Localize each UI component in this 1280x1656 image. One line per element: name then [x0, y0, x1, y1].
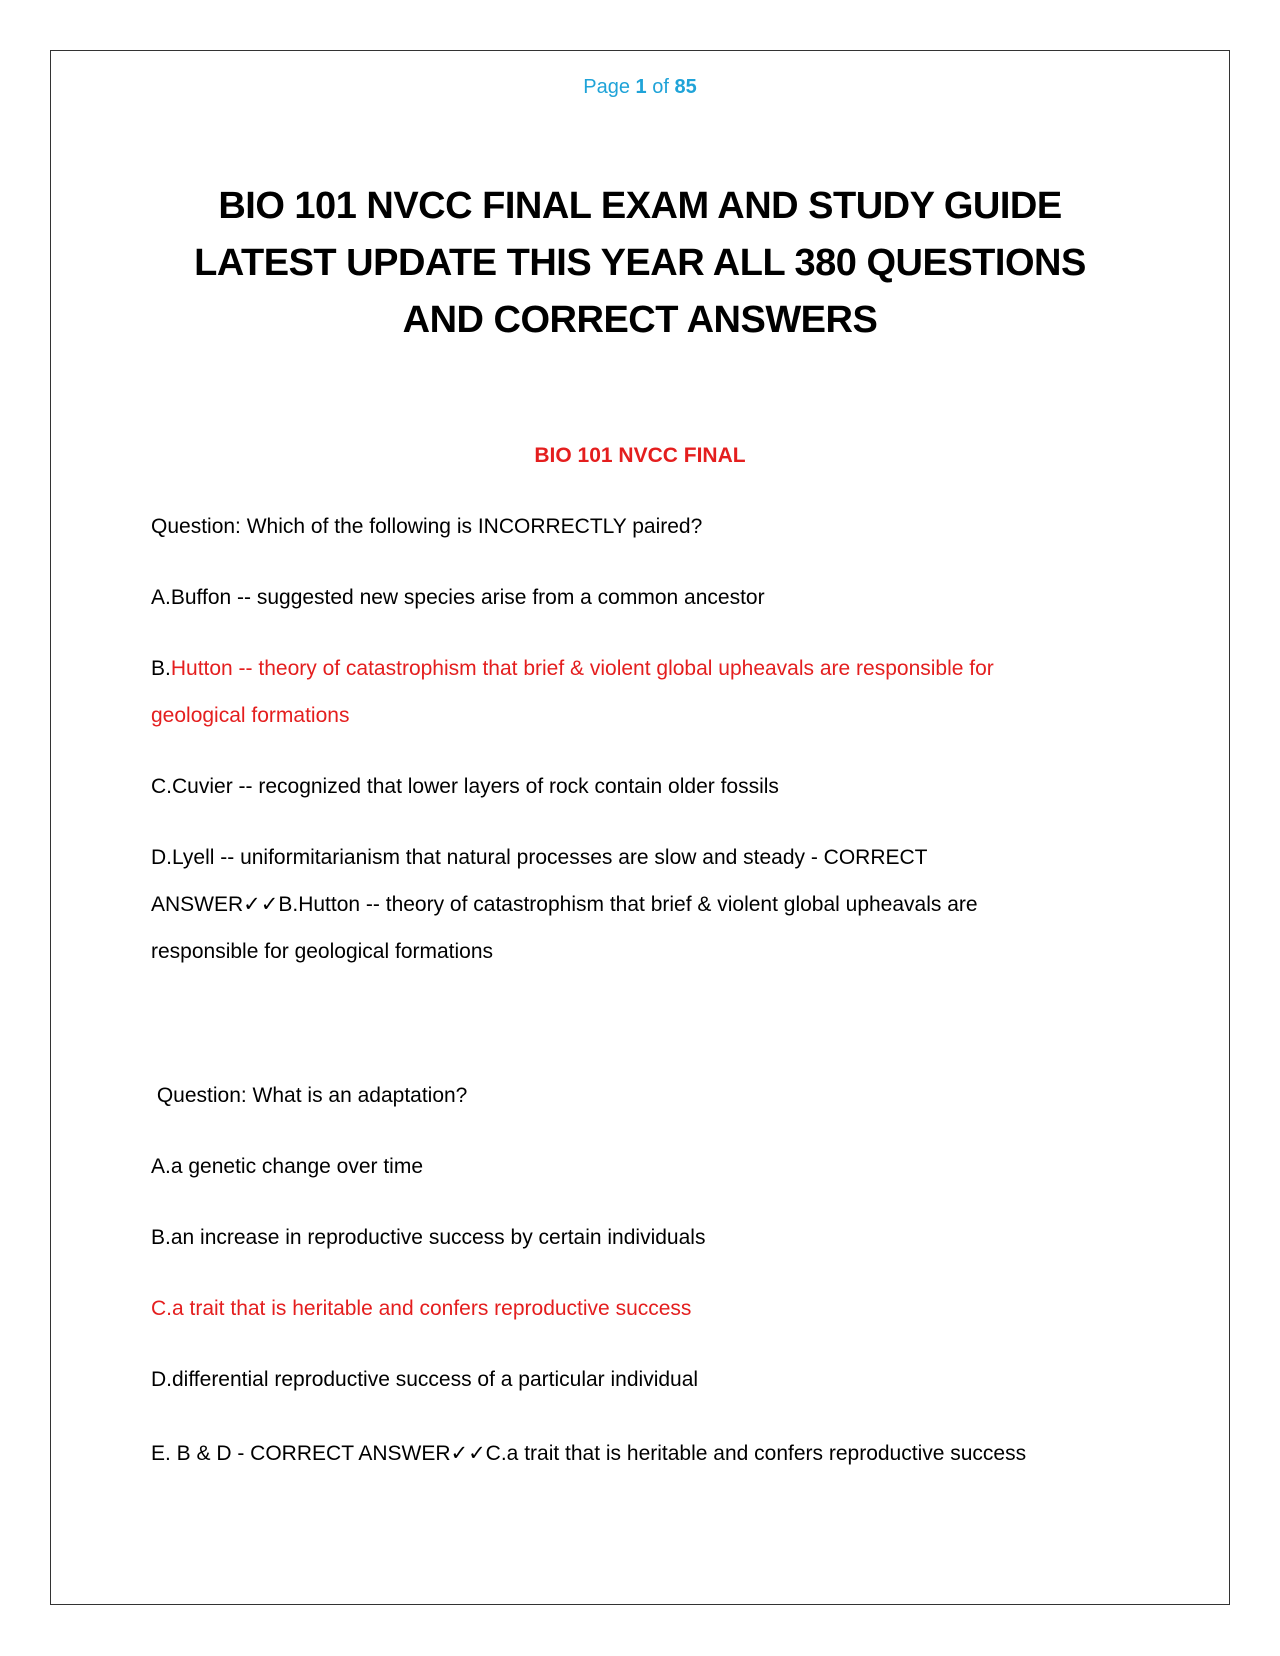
option-c-text: a trait that is heritable and confers reproductive success	[172, 1297, 692, 1320]
option-b-prefix: B.	[151, 657, 171, 680]
title-line-3: AND CORRECT ANSWERS	[402, 299, 878, 341]
page-number	[0, 76, 1280, 99]
question-2-option-c	[151, 1285, 691, 1332]
question-1-answer: ANSWER✓✓B.Hutton -- theory of catastrophism that brief & violent global upheavals are	[151, 893, 978, 916]
question-2-option-b: B.an increase in reproductive success by certain individuals	[151, 1226, 706, 1249]
document-title	[100, 178, 1180, 349]
title-line-1: BIO 101 NVCC FINAL EXAM AND STUDY GUIDE	[218, 185, 1062, 227]
question-2-option-a: A.a genetic change over time	[151, 1155, 423, 1178]
question-1-option-b-cont: geological formations	[151, 704, 350, 727]
question-2-text: Question: What is an adaptation?	[151, 1084, 468, 1107]
question-1-option-b	[151, 645, 994, 692]
question-1-option-c: C.Cuvier -- recognized that lower layers of rock contain older fossils	[151, 775, 779, 798]
question-2-option-d: D.differential reproductive success of a particular individual	[151, 1368, 699, 1391]
section-heading: BIO 101 NVCC FINAL	[534, 444, 746, 467]
title-line-2: LATEST UPDATE THIS YEAR ALL 380 QUESTIONS	[194, 242, 1086, 284]
question-1-option-d: D.Lyell -- uniformitarianism that natural processes are slow and steady - CORRECT	[151, 846, 928, 869]
question-1-option-a: A.Buffon -- suggested new species arise from a common ancestor	[151, 586, 765, 609]
page-label: Page	[583, 76, 630, 98]
question-1-text: Question: Which of the following is INCORRECTLY paired?	[151, 515, 703, 538]
page-current: 1	[635, 76, 647, 98]
question-2-option-e: E. B & D - CORRECT ANSWER✓✓C.a trait that is heritable and confers reproductive success	[151, 1442, 1027, 1465]
option-b-text: Hutton -- theory of catastrophism that brief & violent global upheavals are responsible for	[170, 657, 994, 680]
question-1-answer-cont: responsible for geological formations	[151, 940, 494, 963]
option-c-prefix: C.	[151, 1297, 172, 1320]
page-of: of	[652, 76, 669, 98]
page-total: 85	[674, 76, 697, 98]
